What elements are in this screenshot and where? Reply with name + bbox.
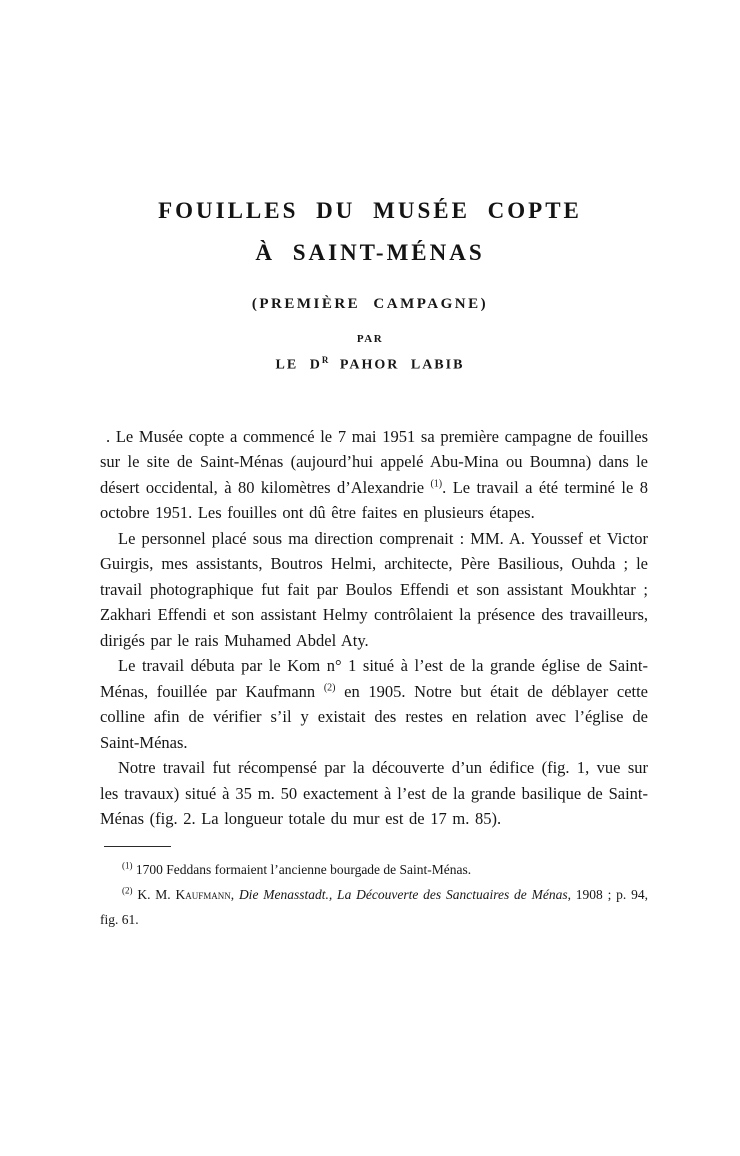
footnotes-section — [100, 857, 648, 932]
paragraph-3 — [100, 653, 648, 755]
footnote-2-author-smallcaps: Kaufmann — [175, 886, 231, 902]
footnote-ref-2: (2) — [323, 682, 336, 694]
paragraph-1 — [100, 424, 648, 526]
footnote-1 — [100, 857, 648, 882]
footnote-separator-rule — [104, 846, 171, 847]
article-title-line1: FOUILLES DU MUSÉE COPTE — [158, 198, 582, 223]
paragraph-2: Le personnel placé sous ma direction comprenait : MM. A. Youssef et Victor Guirgis, mes assistants, Boutros Helmi, architecte, Père Basilious, Ouhda ; le travail photographique fut fait par Boulos Effendi et son assistant Moukhtar ; Zakhari Effendi et son assistant Helmy contrôlaient la présence des travailleurs, dirigés par le rais Muhamed Abdel Aty. — [100, 528, 648, 650]
paragraph-3-text: Le travail débuta par le Kom n° 1 situé à l’est de la grande église de Saint-Ménas, fouillée par Kaufmann — [100, 656, 648, 701]
footnote-ref-1: (1) — [430, 478, 443, 490]
footnote-2-text-post: , 1908 ; p. 94, fig. 61. — [100, 886, 648, 927]
footnote-2-marker: (2) — [122, 885, 133, 896]
footnote-1-text: 1700 Feddans formaient l’ancienne bourgade de Saint-Ménas. — [132, 861, 472, 877]
paragraph-1-text-cont: . Le travail a été terminé le 8 octobre 1951. Les fouilles ont dû être faites en plusieurs étapes. — [100, 477, 648, 523]
byline-label: PAR — [356, 333, 384, 345]
footnote-2 — [100, 882, 648, 932]
article-title-line2: À SAINT-MÉNAS — [255, 240, 485, 265]
article-subtitle: (PREMIÈRE CAMPAGNE) — [251, 296, 489, 312]
article-title — [0, 190, 740, 274]
author-name-superscript: R — [321, 355, 329, 365]
paragraph-3-text-cont: en 1905. Notre but était de déblayer cette colline afin de vérifier s’il y existait des restes en relation avec l’église de Saint-Ménas. — [100, 681, 649, 752]
footnote-2-text-mid: , — [230, 886, 239, 902]
paragraph-1-text: . Le Musée copte a commencé le 7 mai 1951 sa première campagne de fouilles sur le site de Saint-Ménas (aujourd’hui appelé Abu-Mina ou Boumna) dans le désert occidental, à 80 kilomètres d’Alexandrie — [100, 426, 648, 497]
title-block — [0, 0, 740, 374]
author-name — [0, 355, 740, 374]
author-name-post: PAHOR LABIB — [328, 357, 465, 373]
author-name-pre: LE D — [275, 357, 322, 373]
paragraph-4: Notre travail fut récompensé par la découverte d’un édifice (fig. 1, vue sur les travaux) situé à 35 m. 50 exactement à l’est de la grande basilique de Saint-Ménas (fig. 2. La longueur totale du mur est de 17 m. 85). — [100, 758, 648, 829]
footnote-2-text-pre: K. M. — [132, 886, 176, 902]
article-body — [100, 424, 648, 832]
footnote-2-work-title: Die Menasstadt., La Découverte des Sanctuaires de Ménas — [238, 886, 568, 902]
footnote-1-marker: (1) — [122, 860, 133, 871]
